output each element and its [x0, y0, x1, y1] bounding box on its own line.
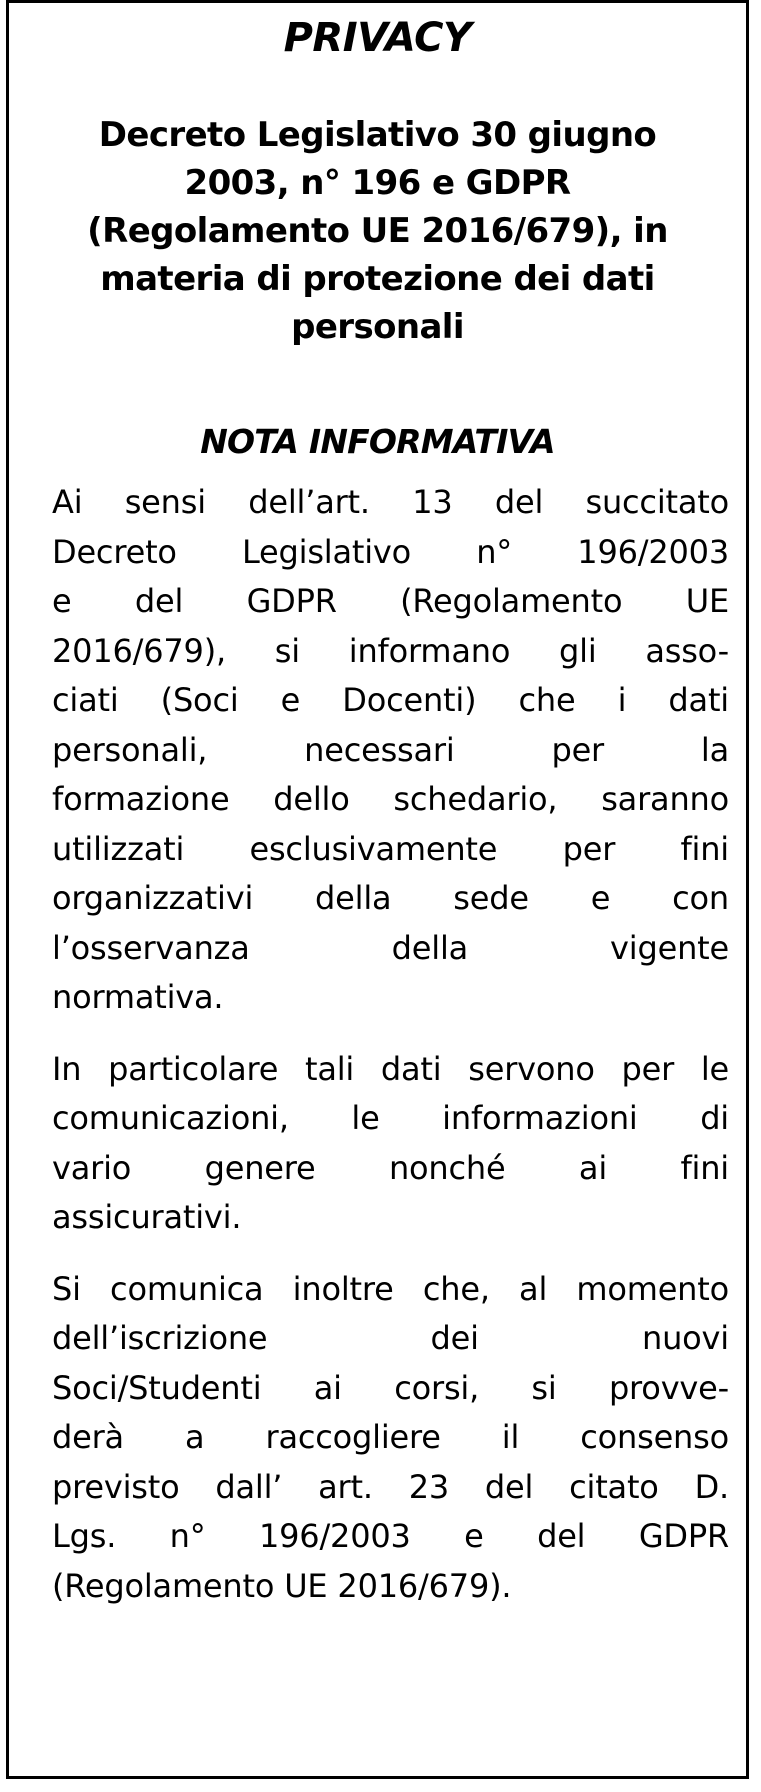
paragraph-line: personali, necessari per la	[52, 730, 729, 769]
heading-line: (Regolamento UE 2016/679), in	[87, 211, 668, 251]
heading-line: Decreto Legislativo 30 giugno	[98, 115, 657, 155]
decree-heading	[59, 111, 696, 351]
paragraph-1	[52, 478, 729, 1023]
paragraph-line: (Regolamento UE 2016/679).	[52, 1566, 512, 1605]
notice-body	[52, 478, 729, 1633]
paragraph-line: Ai sensi dell’art. 13 del succitato	[52, 483, 729, 521]
paragraph-line: previsto dall’ art. 23 del citato D.	[52, 1467, 729, 1506]
paragraph-line: 2016/679), si informano gli asso-	[52, 631, 729, 670]
paragraph-line: vario genere nonché ai fini	[52, 1148, 729, 1187]
paragraph-line: normativa.	[52, 978, 224, 1016]
paragraph-line: assicurativi.	[52, 1198, 242, 1236]
paragraph-line: Si comunica inoltre che, al momento	[52, 1269, 729, 1308]
paragraph-line: utilizzati esclusivamente per fini	[52, 829, 729, 868]
paragraph-line: formazione dello schedario, saranno	[52, 780, 729, 818]
heading-line: materia di protezione dei dati	[100, 259, 655, 299]
paragraph-line: ciati (Soci e Docenti) che i dati	[52, 681, 729, 719]
page-title: PRIVACY	[283, 15, 472, 61]
paragraph-line: dell’iscrizione dei nuovi	[52, 1319, 729, 1357]
paragraph-3	[52, 1265, 729, 1612]
document-frame	[6, 0, 749, 1779]
paragraph-line: In particolare tali dati servono per le	[52, 1049, 729, 1088]
paragraph-line: Soci/Studenti ai corsi, si provve-	[52, 1368, 729, 1407]
heading-line: 2003, n° 196 e GDPR	[184, 163, 571, 203]
heading-line: personali	[291, 307, 464, 347]
paragraph-line: l’osservanza della vigente	[52, 928, 729, 967]
paragraph-line: e del GDPR (Regolamento UE	[52, 582, 729, 620]
section-subtitle: NOTA INFORMATIVA	[200, 422, 555, 461]
paragraph-line: comunicazioni, le informazioni di	[52, 1099, 729, 1137]
paragraph-line: derà a raccogliere il consenso	[52, 1418, 729, 1456]
paragraph-line: Lgs. n° 196/2003 e del GDPR	[52, 1517, 729, 1555]
paragraph-line: organizzativi della sede e con	[52, 879, 729, 917]
paragraph-line: Decreto Legislativo n° 196/2003	[52, 532, 729, 571]
paragraph-2	[52, 1045, 729, 1243]
